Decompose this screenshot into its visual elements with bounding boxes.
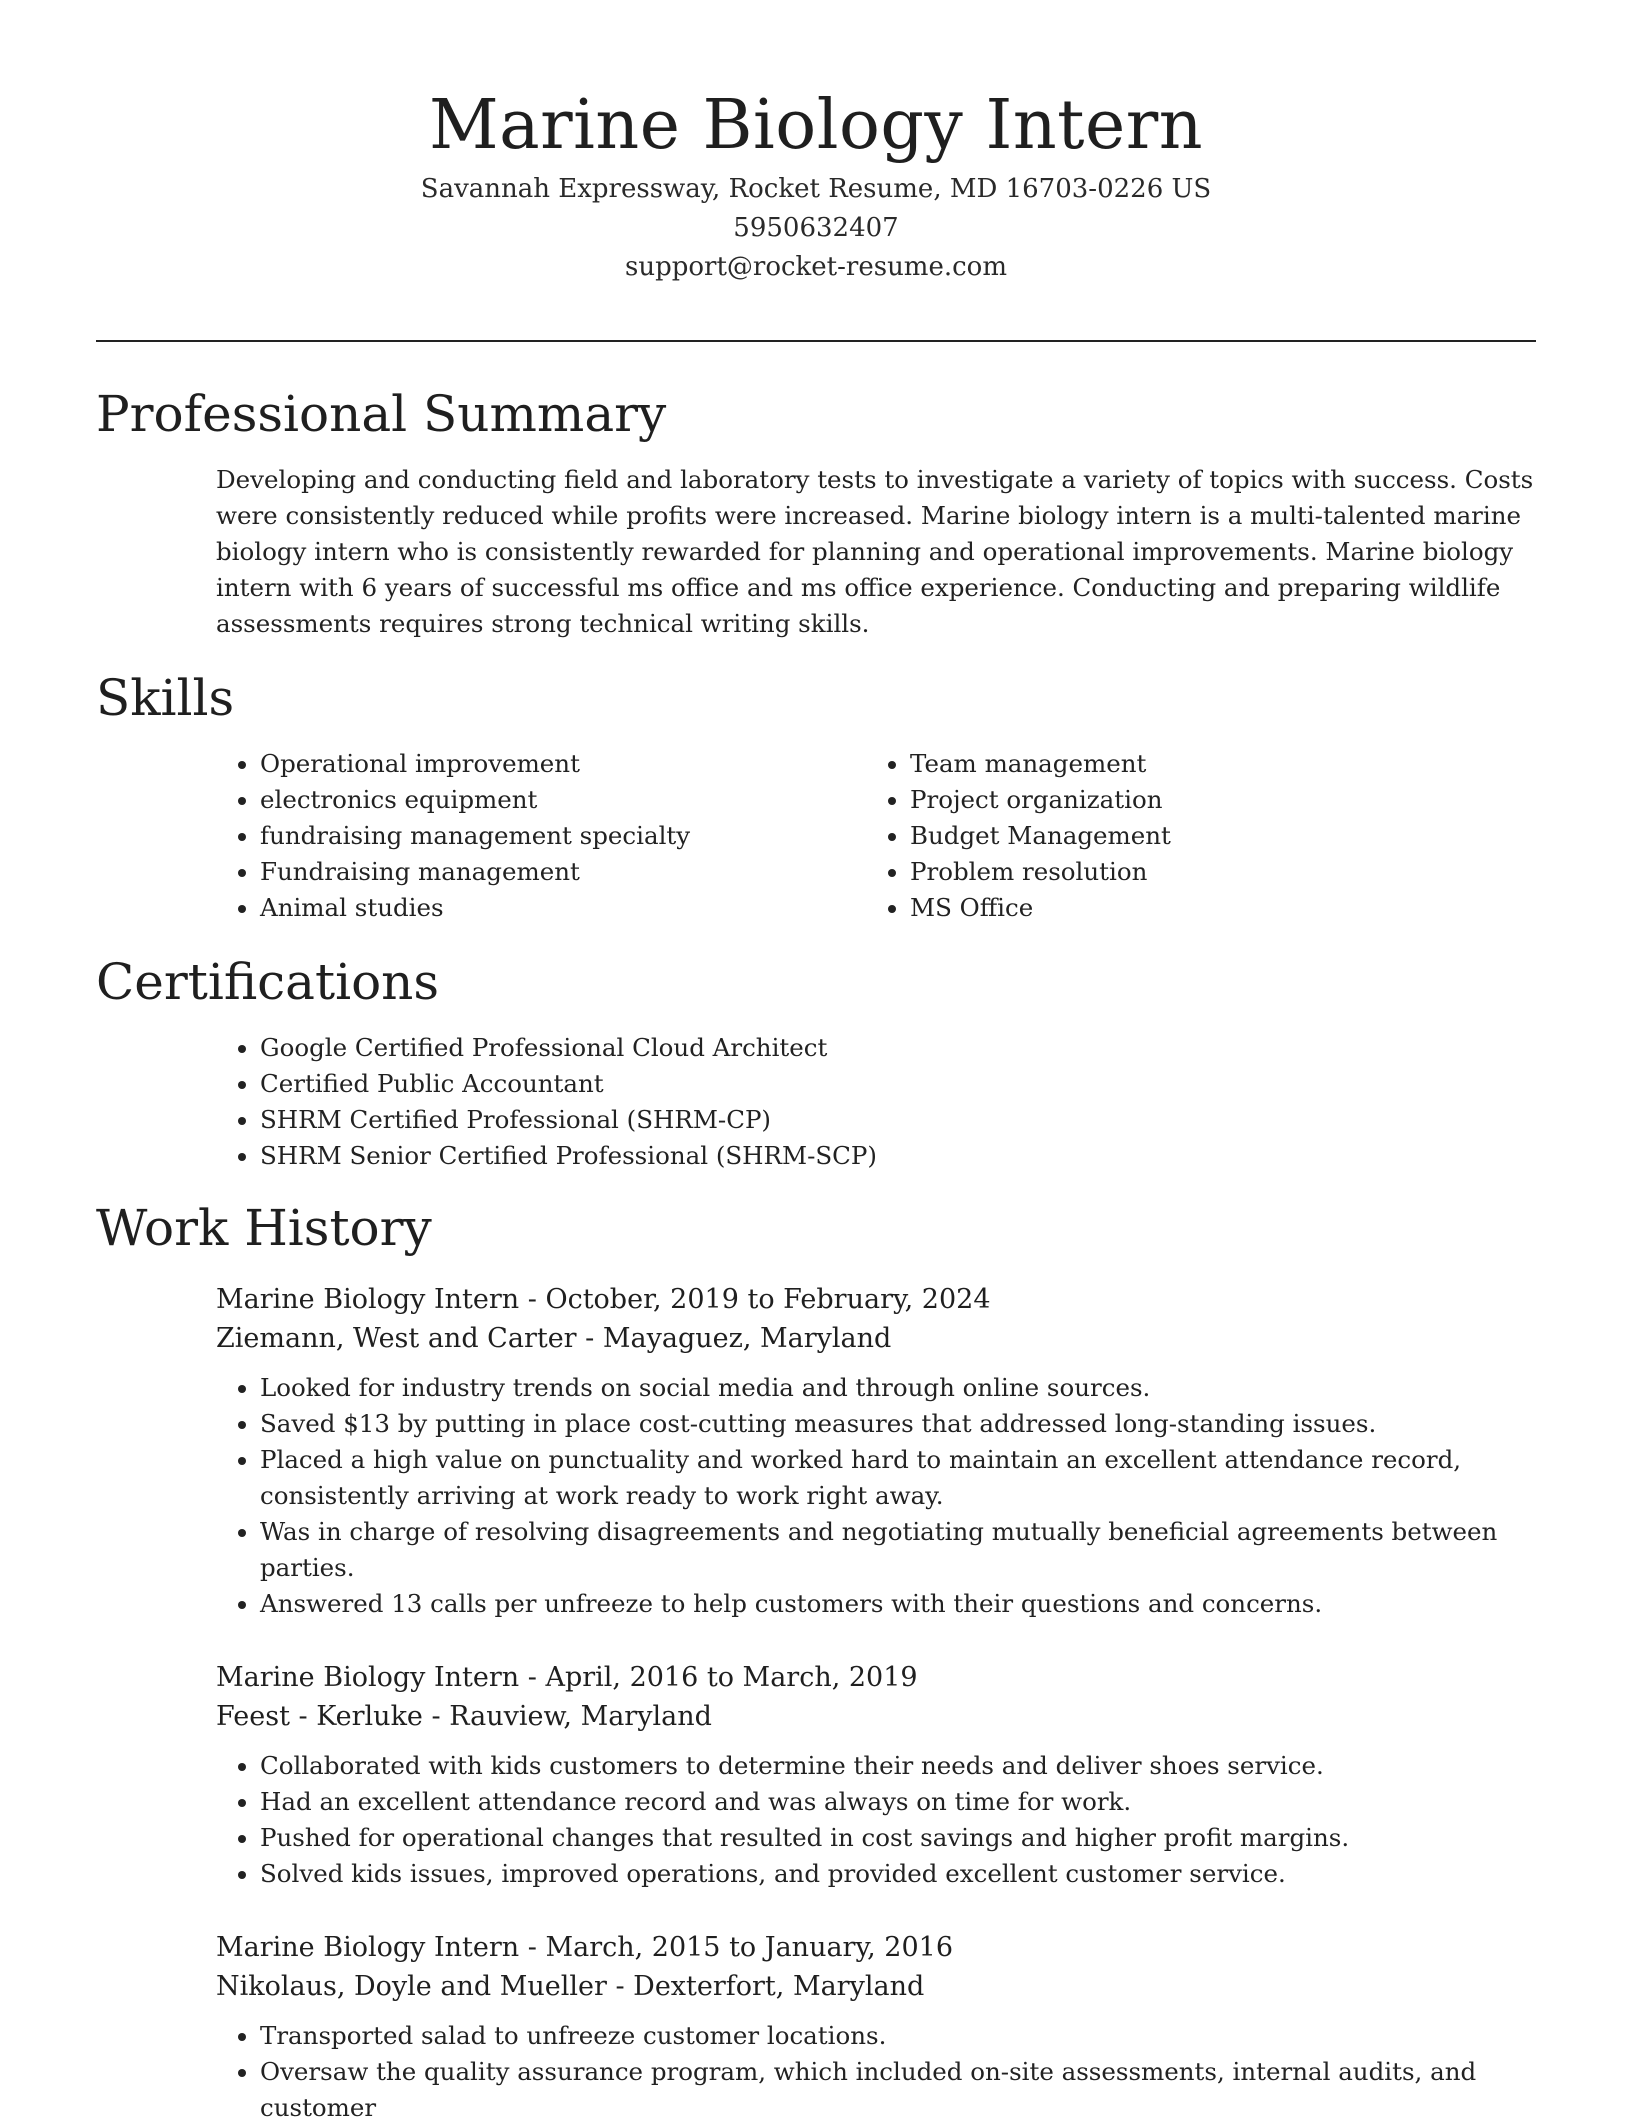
skill-item: • Operational improvement xyxy=(260,746,866,782)
job-company-line: Feest - Kerluke - Rauview, Maryland xyxy=(216,1701,712,1732)
job-title-line: Marine Biology Intern - October, 2019 to February, 2024 xyxy=(216,1284,991,1315)
job-bullet: • Was in charge of resolving disagreements and negotiating mutually beneficial agreements between parties. xyxy=(260,1514,1536,1586)
job-bullet: • Had an excellent attendance record and was always on time for work. xyxy=(260,1784,1536,1820)
certification-item: • Certified Public Accountant xyxy=(260,1066,1536,1102)
job-bullet: • Oversaw the quality assurance program, which included on-site assessments, internal audits, and customer xyxy=(260,2054,1536,2126)
job-bullet: • Looked for industry trends on social media and through online sources. xyxy=(260,1370,1536,1406)
skills-list xyxy=(216,746,1536,926)
job-bullet: • Solved kids issues, improved operations, and provided excellent customer service. xyxy=(260,1856,1536,1892)
resume-header xyxy=(0,0,1632,287)
certification-item: • SHRM Certified Professional (SHRM-CP) xyxy=(260,1102,1536,1138)
skill-item: • Project organization xyxy=(910,782,1516,818)
summary-heading: Professional Summary xyxy=(96,385,667,443)
job-bullet: • Placed a high value on punctuality and worked hard to maintain an excellent attendance record, consistently arriving at work ready to work right away. xyxy=(260,1442,1536,1514)
job-company-line: Nikolaus, Doyle and Mueller - Dexterfort, Maryland xyxy=(216,1971,925,2002)
certifications-heading: Certifications xyxy=(96,953,440,1011)
job-title-line: Marine Biology Intern - March, 2015 to January, 2016 xyxy=(216,1932,954,1963)
work-history-heading: Work History xyxy=(96,1199,432,1257)
job-company-line: Ziemann, West and Carter - Mayaguez, Maryland xyxy=(216,1323,892,1354)
skill-item: • Animal studies xyxy=(260,890,866,926)
skill-item: • fundraising management specialty xyxy=(260,818,866,854)
contact-block xyxy=(0,170,1632,287)
summary-text: Developing and conducting field and laboratory tests to investigate a variety of topics with success. Costs were consistently reduced while profits were increased. Marine biology intern is a multi-talented marine biology intern who is consistently rewarded for planning and operational improvements. Marine biology intern with 6 years of successful ms office and ms office experience. Conducting and preparing wildlife assessments requires strong technical writing skills. xyxy=(216,465,1534,638)
job-bullet: • Answered 13 calls per unfreeze to help customers with their questions and concerns. xyxy=(260,1586,1536,1622)
skill-item: • Problem resolution xyxy=(910,854,1516,890)
skill-item: • electronics equipment xyxy=(260,782,866,818)
job-bullet: • Saved $13 by putting in place cost-cutting measures that addressed long-standing issues. xyxy=(260,1406,1536,1442)
contact-phone: 5950632407 xyxy=(733,213,899,243)
skill-item: • Team management xyxy=(910,746,1516,782)
contact-address: Savannah Expressway, Rocket Resume, MD 16703-0226 US xyxy=(420,174,1212,204)
skill-item: • Fundraising management xyxy=(260,854,866,890)
skills-column-right xyxy=(866,746,1516,926)
job-entry xyxy=(216,1928,1536,2126)
job-bullet: • Transported salad to unfreeze customer locations. xyxy=(260,2018,1536,2054)
contact-email: support@rocket-resume.com xyxy=(624,252,1007,282)
certifications-list xyxy=(216,1030,1536,1174)
job-title-line: Marine Biology Intern - April, 2016 to March, 2019 xyxy=(216,1662,918,1693)
certification-item: • SHRM Senior Certified Professional (SHRM-SCP) xyxy=(260,1138,1536,1174)
header-divider xyxy=(96,340,1536,342)
job-bullet: • Collaborated with kids customers to determine their needs and deliver shoes service. xyxy=(260,1748,1536,1784)
candidate-name: Marine Biology Intern xyxy=(428,86,1203,165)
job-entry xyxy=(216,1280,1536,1622)
job-entry xyxy=(216,1658,1536,1892)
job-bullet: • Pushed for operational changes that resulted in cost savings and higher profit margins. xyxy=(260,1820,1536,1856)
certification-item: • Google Certified Professional Cloud Architect xyxy=(260,1030,1536,1066)
skill-item: • MS Office xyxy=(910,890,1516,926)
skills-column-left xyxy=(216,746,866,926)
skills-heading: Skills xyxy=(96,669,235,727)
skill-item: • Budget Management xyxy=(910,818,1516,854)
